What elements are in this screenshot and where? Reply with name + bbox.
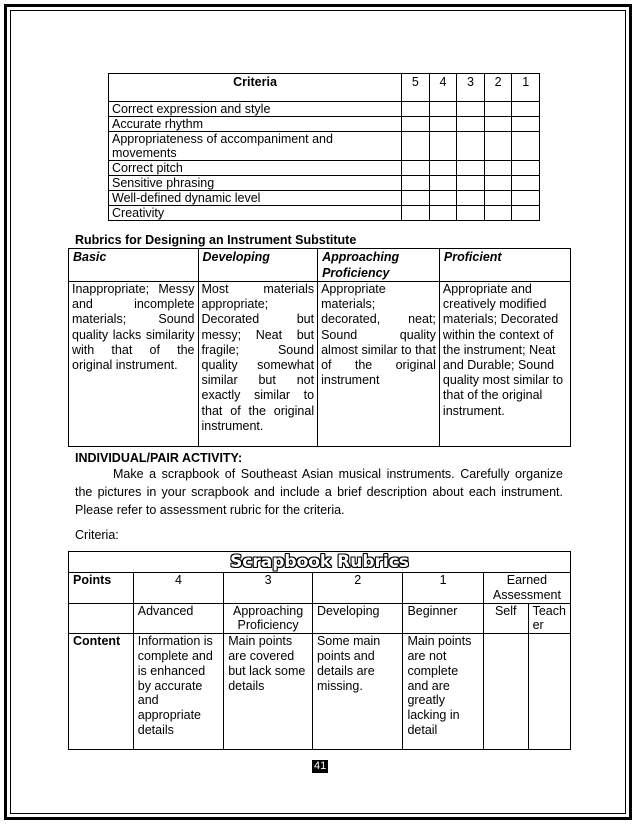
- score-cell[interactable]: [457, 102, 485, 117]
- score-cell[interactable]: [512, 117, 540, 132]
- score-header: 5: [402, 74, 430, 102]
- criteria-header-row: [109, 74, 540, 102]
- score-cell[interactable]: [512, 132, 540, 161]
- page-number: 41: [314, 760, 327, 772]
- criteria-label: Accurate rhythm: [109, 117, 402, 132]
- rubric-instrument-title: Rubrics for Designing an Instrument Substitute: [75, 233, 357, 247]
- rubric-header-row: [69, 249, 571, 282]
- content-cell: Information is complete and is enhanced by accurate and appropriate details: [133, 634, 223, 750]
- criteria-row: [109, 132, 540, 161]
- score-cell[interactable]: [429, 176, 457, 191]
- rubric-cell-proficient: Appropriate and creatively modified materials; Decorated within the context of the instrument; Neat and Durable; Sound quality most similar to that of the original instrument.: [439, 282, 570, 447]
- criteria-row: [109, 117, 540, 132]
- score-cell[interactable]: [484, 161, 512, 176]
- criteria-row: [109, 176, 540, 191]
- scrapbook-rubric-table: [68, 551, 571, 750]
- points-value: 1: [403, 573, 483, 604]
- score-header: 2: [484, 74, 512, 102]
- empty-cell: [69, 603, 134, 634]
- instrument-rubric-table: [68, 248, 571, 447]
- score-cell[interactable]: [402, 206, 430, 221]
- rubric-header-proficient: Proficient: [439, 249, 570, 282]
- score-header: 4: [429, 74, 457, 102]
- points-value: 3: [224, 573, 313, 604]
- score-cell[interactable]: [484, 206, 512, 221]
- content-cell: Main points are covered but lack some details: [224, 634, 313, 750]
- score-cell[interactable]: [402, 176, 430, 191]
- teacher-label: Teach er: [528, 603, 570, 634]
- score-cell[interactable]: [484, 191, 512, 206]
- score-cell[interactable]: [429, 117, 457, 132]
- level-label: Developing: [312, 603, 402, 634]
- score-cell[interactable]: [457, 191, 485, 206]
- score-cell[interactable]: [457, 176, 485, 191]
- rubric-header-developing: Developing: [198, 249, 318, 282]
- content-cell: Main points are not complete and are greatly lacking in detail: [403, 634, 483, 750]
- teacher-score-cell[interactable]: [528, 634, 570, 750]
- score-cell[interactable]: [512, 102, 540, 117]
- level-label: Approaching Proficiency: [224, 603, 313, 634]
- score-cell[interactable]: [402, 191, 430, 206]
- score-header: 3: [457, 74, 485, 102]
- criteria-row: [109, 191, 540, 206]
- content-label: Content: [69, 634, 134, 750]
- scrapbook-content-row: [69, 634, 571, 750]
- score-cell[interactable]: [484, 132, 512, 161]
- score-cell[interactable]: [512, 176, 540, 191]
- scrapbook-points-row: [69, 573, 571, 604]
- scrapbook-levels-row: [69, 603, 571, 634]
- rubric-header-basic: Basic: [69, 249, 199, 282]
- scrapbook-title-cell: [69, 552, 571, 573]
- criteria-table: [108, 73, 540, 221]
- score-cell[interactable]: [402, 102, 430, 117]
- score-cell[interactable]: [457, 117, 485, 132]
- activity-body: Make a scrapbook of Southeast Asian musical instruments. Carefully organize the pictures in your scrapbook and include a brief description about each instrument. Please refer to assessment rubric for the criteria.: [75, 467, 563, 517]
- scrapbook-title: Scrapbook Rubrics: [230, 552, 409, 572]
- score-cell[interactable]: [429, 132, 457, 161]
- score-cell[interactable]: [457, 206, 485, 221]
- earned-assessment-header: Earned Assessment: [483, 573, 570, 604]
- rubric-cell-developing: Most materials appropriate; Decorated but messy; Neat but fragile; Sound quality somewhat similar but not exactly similar to that of the original instrument.: [198, 282, 318, 447]
- score-cell[interactable]: [429, 206, 457, 221]
- criteria-row: [109, 206, 540, 221]
- criteria-label: Sensitive phrasing: [109, 176, 402, 191]
- score-cell[interactable]: [429, 161, 457, 176]
- activity-heading: INDIVIDUAL/PAIR ACTIVITY:: [75, 451, 243, 465]
- criteria-label: Creativity: [109, 206, 402, 221]
- points-value: 2: [312, 573, 402, 604]
- criteria-header: Criteria: [109, 74, 402, 102]
- criteria-label: Well-defined dynamic level: [109, 191, 402, 206]
- score-cell[interactable]: [484, 102, 512, 117]
- criteria-label: Appropriateness of accompaniment and movements: [109, 132, 402, 161]
- self-score-cell[interactable]: [483, 634, 528, 750]
- criteria-row: [109, 161, 540, 176]
- level-label: Advanced: [133, 603, 223, 634]
- points-label: Points: [69, 573, 134, 604]
- scrapbook-title-row: [69, 552, 571, 573]
- rubric-header-approaching: Approaching Proficiency: [318, 249, 440, 282]
- score-cell[interactable]: [402, 132, 430, 161]
- score-cell[interactable]: [484, 117, 512, 132]
- score-cell[interactable]: [512, 191, 540, 206]
- score-cell[interactable]: [457, 132, 485, 161]
- criteria-label: Criteria:: [75, 528, 119, 542]
- points-value: 4: [133, 573, 223, 604]
- criteria-label: Correct expression and style: [109, 102, 402, 117]
- rubric-cell-approaching: Appropriate materials; decorated, neat; Sound quality almost similar to that of the original instrument: [318, 282, 440, 447]
- rubric-cell-basic: Inappropriate; Messy and incomplete materials; Sound quality lacks similarity with that of the original instrument.: [69, 282, 199, 447]
- score-cell[interactable]: [429, 102, 457, 117]
- score-cell[interactable]: [512, 161, 540, 176]
- score-cell[interactable]: [402, 161, 430, 176]
- level-label: Beginner: [403, 603, 483, 634]
- score-cell[interactable]: [402, 117, 430, 132]
- score-cell[interactable]: [512, 206, 540, 221]
- score-cell[interactable]: [484, 176, 512, 191]
- rubric-content-row: [69, 282, 571, 447]
- criteria-label: Correct pitch: [109, 161, 402, 176]
- self-label: Self: [483, 603, 528, 634]
- score-header: 1: [512, 74, 540, 102]
- score-cell[interactable]: [457, 161, 485, 176]
- score-cell[interactable]: [429, 191, 457, 206]
- criteria-row: [109, 102, 540, 117]
- content-cell: Some main points and details are missing.: [312, 634, 402, 750]
